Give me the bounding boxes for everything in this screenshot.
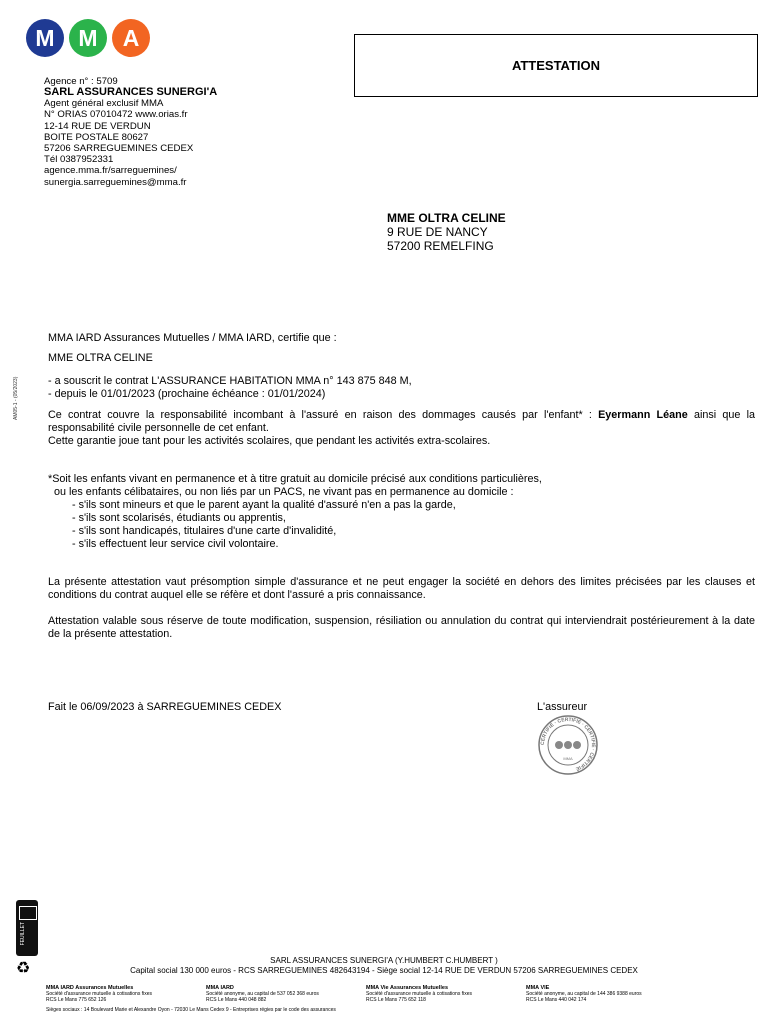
insured-name: MME OLTRA CELINE [48,352,153,364]
entity-desc: Société anonyme, au capital de 537 052 368 euros [206,991,319,997]
stamp-seal-icon [537,714,599,776]
form-reference-code: AM05-1 - (05/2023) [13,376,19,420]
entity-desc: Société d'assurance mutuelle à cotisations fixes [366,991,473,997]
coverage-pre: Ce contrat couvre la responsabilité incombant à l'assuré en raison des dommages causés par l'enfant* : [48,409,599,421]
logo-letter-a: A [112,19,150,57]
agency-line: 57206 SARREGUEMINES CEDEX [44,143,194,155]
agency-line: 12-14 RUE DE VERDUN [44,120,151,132]
entity-rcs: RCS Le Mans 440 048 882 [206,997,267,1003]
agency-name: SARL ASSURANCES SUNERGI'A [44,86,218,99]
stamp-ring-text: CERTIFIÉ · CERTIFIÉ · CERTIFIÉ · CERTIFIÉ [539,716,597,772]
entity-rcs: RCS Le Mans 440 042 174 [526,997,587,1003]
footer-entity [526,985,642,1003]
agency-line: agence.mma.fr/sarreguemines/ [44,165,177,177]
paper-icon [16,900,38,956]
entity-desc: Société d'assurance mutuelle à cotisations fixes [46,991,153,997]
coverage-scope: Cette garantie joue tant pour les activités scolaires, que pendant les activités extra-scolaires. [48,435,491,447]
agency-line: Agent général exclusif MMA [44,98,164,110]
footer-seats: Sièges sociaux : 14 Boulevard Marie et Alexandre Oyon - 72030 Le Mans Cedex 9 - Entreprises régies par le code des assurances [46,1007,336,1013]
document-title-box [354,34,758,97]
footer-capital: Capital social 130 000 euros - RCS SARREGUEMINES 482643194 - Siège social 12-14 RUE DE VERDUN 57206 SARREGUEMINES CEDEX [130,966,638,975]
coverage-paragraph [48,409,755,448]
recipient-name: MME OLTRA CELINE [387,211,506,225]
contract-date-line: - depuis le 01/01/2023 (prochaine échéance : 01/01/2024) [48,388,326,400]
recipient-street: 9 RUE DE NANCY [387,225,488,239]
condition-item: - s'ils effectuent leur service civil volontaire. [72,538,279,550]
condition-item: - s'ils sont scolarisés, étudiants ou apprentis, [72,512,286,524]
entity-rcs: RCS Le Mans 775 652 126 [46,997,107,1003]
agency-number: Agence n° : 5709 [44,76,118,87]
contract-line: - a souscrit le contrat L'ASSURANCE HABITATION MMA n° 143 875 848 M, [48,375,412,387]
coverage-post: ainsi que la responsabilité civile personnelle de cet enfant. [48,409,756,434]
place-date: Fait le 06/09/2023 à SARREGUEMINES CEDEX [48,701,282,713]
validity-paragraph: Attestation valable sous réserve de toute modification, suspension, résiliation ou annulation du contrat qui interviendrait postérieurement à la date de la présente attestation. [48,615,755,640]
condition-item: - s'ils sont mineurs et que le parent ayant la qualité d'assuré n'en a pas la garde, [72,499,456,511]
note-line-1: *Soit les enfants vivant en permanence et à titre gratuit au domicile précisé aux conditions particulières, [48,473,542,485]
entity-desc: Société anonyme, au capital de 144 386 9388 euros [526,991,642,997]
entity-name: MMA IARD [206,985,234,991]
agency-block [44,76,217,188]
note-line-2: ou les enfants célibataires, ou non liés par un PACS, ne vivant pas en permanence au domicile : [54,486,514,498]
logo-letter-m1: M [26,19,64,57]
agency-line: Tél 0387952331 [44,154,114,166]
presumption-paragraph: La présente attestation vaut présomption simple d'assurance et ne peut engager la société en dehors des limites précisées par les clauses et conditions du contrat auquel elle se réfère et dont l'assuré a pris connaissance. [48,576,755,601]
signatory-label: L'assureur [537,701,588,713]
document-title: ATTESTATION [511,58,601,73]
condition-item: - s'ils sont handicapés, titulaires d'une carte d'invalidité, [72,525,337,537]
entity-name: MMA Vie Assurances Mutuelles [366,985,449,991]
certification-stamp [537,714,599,781]
entity-name: MMA VIE [526,985,550,991]
entity-rcs: RCS Le Mans 775 652 118 [366,997,426,1003]
stamp-center-text: MMA [563,756,573,761]
agency-line: N° ORIAS 07010472 www.orias.fr [44,109,188,121]
recycle-icon: ♻ [16,960,31,977]
agency-line: sunergia.sarreguemines@mma.fr [44,176,187,188]
footer-company: SARL ASSURANCES SUNERGI'A (Y.HUMBERT C.HUMBERT ) [270,956,498,965]
child-name: Eyermann Léane [598,409,688,421]
footer-entity [46,985,152,1003]
certify-statement: MMA IARD Assurances Mutuelles / MMA IARD, certifie que : [48,332,337,344]
coverage-text [48,409,755,435]
logo-letter-m2: M [69,19,107,57]
mma-logo [26,19,150,57]
recipient-city: 57200 REMELFING [387,239,494,253]
child-definition-note [48,473,755,551]
recipient-address [387,211,506,253]
contract-details [48,375,755,401]
footer-entity [366,985,472,1003]
entity-name: MMA IARD Assurances Mutuelles [46,985,134,991]
agency-line: BOITE POSTALE 80627 [44,131,149,143]
recycle-label-text: FEUILLET [20,922,26,946]
footer-entity [206,985,319,1003]
